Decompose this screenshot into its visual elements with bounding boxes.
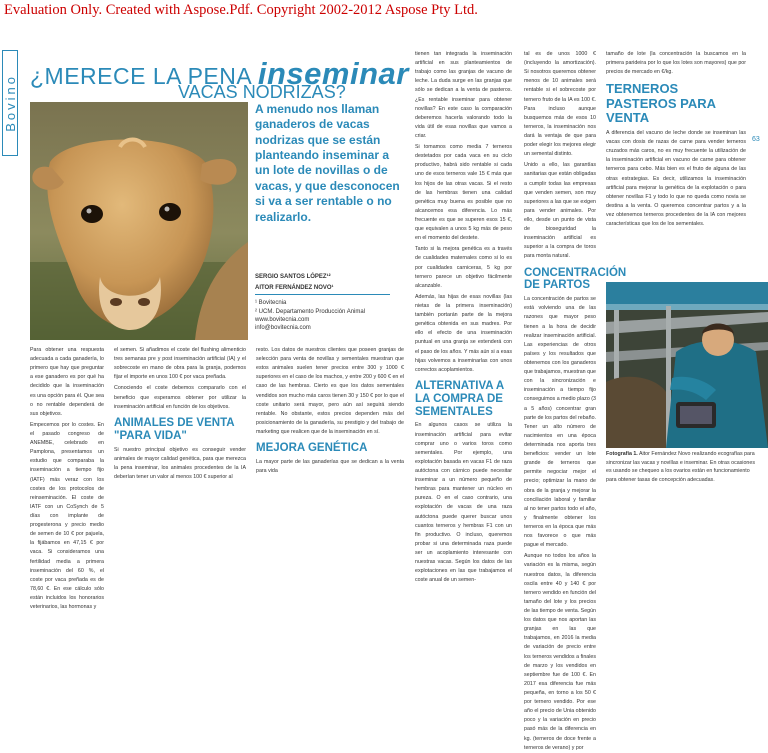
byline-divider	[255, 294, 390, 295]
author-2: AITOR FERNÁNDEZ NOVO¹	[255, 285, 334, 292]
caption-text: Aitor Fernández Novo realizando ecografías para sincronizar las vacas y novillas e inseminar. En otras ocasiones es usando se chequeo a los ovarios están en funcionamiento para obtener tasas de concepción adecuadas.	[606, 451, 755, 483]
article-lede: A menudo nos llaman ganaderos de vacas nodrizas que se están planteando inseminar a un lote de novillas o de vacas, y que desconocen si va a ser rentable o no realizarlo.	[255, 102, 400, 224]
text-column-2	[114, 346, 246, 542]
section-label: Bovino	[2, 74, 18, 132]
paragraph: Conociendo el coste debemos compararlo con el beneficio que esperamos obtener por utilizar la inseminación artificial en función de los objetivos.	[114, 385, 246, 410]
section-tab	[2, 50, 18, 156]
section-heading: TERNEROS PASTEROS PARA VENTA	[606, 81, 716, 126]
text-column-6	[606, 50, 746, 278]
affiliation-1: ¹ Bovitecnia	[255, 300, 287, 307]
section-heading: ANIMALES DE VENTA "PARA VIDA"	[114, 416, 235, 442]
text-column-4	[415, 50, 512, 584]
section-heading: MEJORA GENÉTICA	[256, 442, 368, 455]
paragraph: tal es de unos 1000 € (incluyendo la amortización). Si nosotros queremos obtener menos de 10 animales será rentable si el sobrecoste por ternero fruto de la IA es 100 €. Para incluso aunque busquemos más de esos 10 terneros, la inseminación nos dará la ventaja de que para poder elegir los mejores elegir un semental distinto.	[524, 51, 596, 158]
paragraph: Tanto si la mejora genética es a través de cualidades maternales como si lo es por cualidades carniceras, 5 kg por ternero parece un objetivo fácilmente alcanzable.	[415, 246, 512, 289]
caption-label: Fotografía 1.	[606, 451, 638, 457]
paragraph: La mayor parte de las ganaderías que se dedican a la venta para vida	[256, 458, 404, 475]
paragraph: Si tomamos como media 7 terneros destetados por cada vaca en su ciclo productivo, habrá sido rentable si cada uno de esos terneros vale 15 € más que los hijos de las otras vacas. Si el resto de las hembras tienen una calidad genética muy buena es posible que no alcancemos esa diferencia. Lo más frecuente es que se superen esos 15 €, que equivalen a unos 5 kg más de peso en el momento del destete.	[415, 144, 512, 242]
paragraph: En algunos casos se utiliza la inseminación artificial para evitar comprar uno o varios toros como sementales. Por ejemplo, una explotación basada en vacas F1 de raza autóctona con cárnico puede necesitar inseminar a un número pequeño de hembras para mantener un núcleo en pureza. O en el caso contrario, una explotación de vacas de una raza autóctona puede querer buscar unos cuantos terneros y hembras F1 con un fin productivo. O incluso, queremos probar si una determinada raza puede ser un acoplamiento interesante con nuestras vacas. Según los datos de las explotaciones en las que trabajamos el coste anual de un semen-	[415, 422, 512, 584]
title-emphasis: inseminar	[257, 56, 409, 91]
byline	[255, 270, 403, 333]
section-heading: CONCENTRACIÓN DE PARTOS	[524, 266, 627, 292]
page-number: 63	[752, 136, 760, 143]
text-column-3	[256, 346, 404, 542]
paragraph: tamaño de lote (la concentración la buscamos en la primera parideira por lo que los lotes son mayores) que por precios de mercado en €/kg.	[606, 51, 746, 76]
cow-photo	[30, 102, 248, 340]
paragraph: Aunque no todos los años la variación es la misma, según nuestros datos, la diferencia oscila entre 40 y 140 € por ternero vendido en función del tamaño del lote y los precios de las tiempo de venta. Según los datos que nos aportan las granjas en las que trabajamos, en 2016 la media de variación de precio entre los terneros vendidos a finales de marzo y los vendidos en septiembre fue de 100 €. En 2017 esa diferencia fue más pequeña, en torno a los 50 € por ternero vendido. Por ese año el precio de Unia obtenido poco y la variación en precio pasó más de la diferencia en kg. (terneros de doce frente a terneros de verano) y por	[524, 553, 596, 751]
paragraph: el semen. Si añadimos el coste del flushing alimenticio tres semanas pre y post inseminación artificial (IA) y el sobrecoste en mano de obra para la granja, podemos fijar el importe en unos 100 € por vaca preñada.	[114, 347, 246, 381]
paragraph: resto. Los datos de nuestros clientes que poseen granjas de selección para venta de novillas y sementales muestran que estos animales suelen tener precios entre 300 y 1000 € superiores en el caso de los machos, y entre 200 y 600 € en el caso de las hembras. Cierto es que los datos sementales vendidos son mucho más caros tienen 30 y 150 € por lo que el coste unitario será mayor, pero aún así seguirá siendo rentable. No obstante, estos precios dependen más del posicionamiento de la ganadería, su prestigio y del trabajo de marketing que realicen que de la inseminación en sí.	[256, 347, 404, 435]
affiliation-2: ² UCM. Departamento Producción Animal	[255, 308, 366, 315]
author-1: SERGIO SANTOS LÓPEZ¹²	[255, 274, 331, 280]
text-column-1	[30, 346, 104, 611]
article-title-line2: VACAS NODRIZAS?	[178, 82, 346, 102]
veterinarian-photo	[606, 282, 768, 448]
paragraph: La concentración de partos se está volviendo una de las razones que mayor peso tienen a la hora de decidir realizar inseminación artificial. Las experiencias de otros países y los resultados que obtenemos con los ganaderos que trabajamos, muestran que con la sincronización e inseminación a tiempo fijo conseguimos a medio plazo (3 a 5 años) concentrar gran parte de los partos del rebaño. Tener un alto número de nacimientos en una época determinada nos aporta tres beneficios: vender un lote grande de terneros que permite negociar mejor el precio; optimizar la mano de obra de la granja y mejorar la conciliación laboral y familiar al no tener partos todo el año, y finalmente obtener los terneros en la época que más nos favorece o que más pague el mercado.	[524, 296, 596, 549]
photo-caption	[606, 450, 756, 484]
paragraph: tienen tan integrada la inseminación artificial en sus planteamientos de trabajo como las granjas de vacuno de leche. La duda surge en las granjas que sólo se dedican a la venta de pasteros. ¿Es rentable inseminar para obtener novillas? En este caso la comparación deberemos hacerla valorando todo la vida útil de esas novillas que vamos a criar.	[415, 51, 512, 139]
evaluation-watermark: Evaluation Only. Created with Aspose.Pdf. Copyright 2002-2012 Aspose Pty Ltd.	[4, 2, 478, 18]
author-email[interactable]: info@bovitecnia.com	[255, 325, 311, 332]
paragraph: Unido a ello, las garantías sanitarias que están obligadas a cumplir todas las empresas que venden semen, son muy superiores a las que se exigen para vender animales. Por ello, desde un punto de vista de bioseguridad la inseminación artificial es superior a la compra de toros para monta natural.	[524, 162, 596, 260]
paragraph: Empecemos por lo costes. En el pasado congreso de ANEMBE, celebrado en Pamplona, presentamos un estudio que comparaba la inseminación a tiempo fijo (IATF) más veraz con los costes de los protocolos de reinseminación. El coste de IATF con un CoSynch de 5 días con implante de progesterona y precio medio de semen de 10 € por pajuela, la fijábamos en 47,15 € por vaca. Si consideramos una fertilidad media a primera inseminación del 60 %, el coste por vaca preñada es de 78,60 €. En ese cálculo sólo están incluidos los honorarios veterinarios, las hormonas y	[30, 421, 104, 611]
author-website[interactable]: www.bovitecnia.com	[255, 316, 310, 323]
title-prefix: ¿MERECE LA PENA	[30, 63, 251, 89]
paragraph: Si nuestro principal objetivo es conseguir vender animales de mayor calidad genética, para que merezca la pena inseminar, los animales procedentes de la IA deberían tener un valor al menos 100 € superior al	[114, 446, 246, 480]
vet-illustration	[606, 282, 768, 448]
paragraph: Además, las hijas de esas novillas (las nietas de la primera inseminación) también portarán parte de la mejora genética obtenida en sus madres. Por ello el efecto de una inseminación puntual en una granja se extenderá con el paso de los años. Y más aún si a esas hijas volvemos a inseminarlas con unos correctos acoplamientos.	[415, 293, 512, 373]
paragraph: Para obtener una respuesta adecuada a cada ganadería, lo primero que hay que preguntar a ese ganadero es por qué ha decidido que la inseminación es una opción para él. Que sea o no rentable dependerá de sus objetivos.	[30, 347, 104, 417]
section-heading: ALTERNATIVA A LA COMPRA DE SEMENTALES	[415, 379, 504, 418]
cow-illustration	[30, 102, 248, 340]
paragraph: A diferencia del vacuno de leche donde se inseminan las vacas con dosis de razas de carne para vender terneros cruzados más caros, no es muy frecuente la utilización de la inseminación artificial en vacuno de carne para obtener terneros para cebo. Más bien es el fruto de alguna de las otras estrategias. Es decir, utilizamos la inseminación artificial para mejorar la genética de la explotación o para obtener novillas F1 y todo lo que no queda como novia se destina a la venta. O queremos concentrar partos y a la vez obtenemos terneros procedentes de la IA con mejores características que los de los sementales.	[606, 129, 746, 228]
